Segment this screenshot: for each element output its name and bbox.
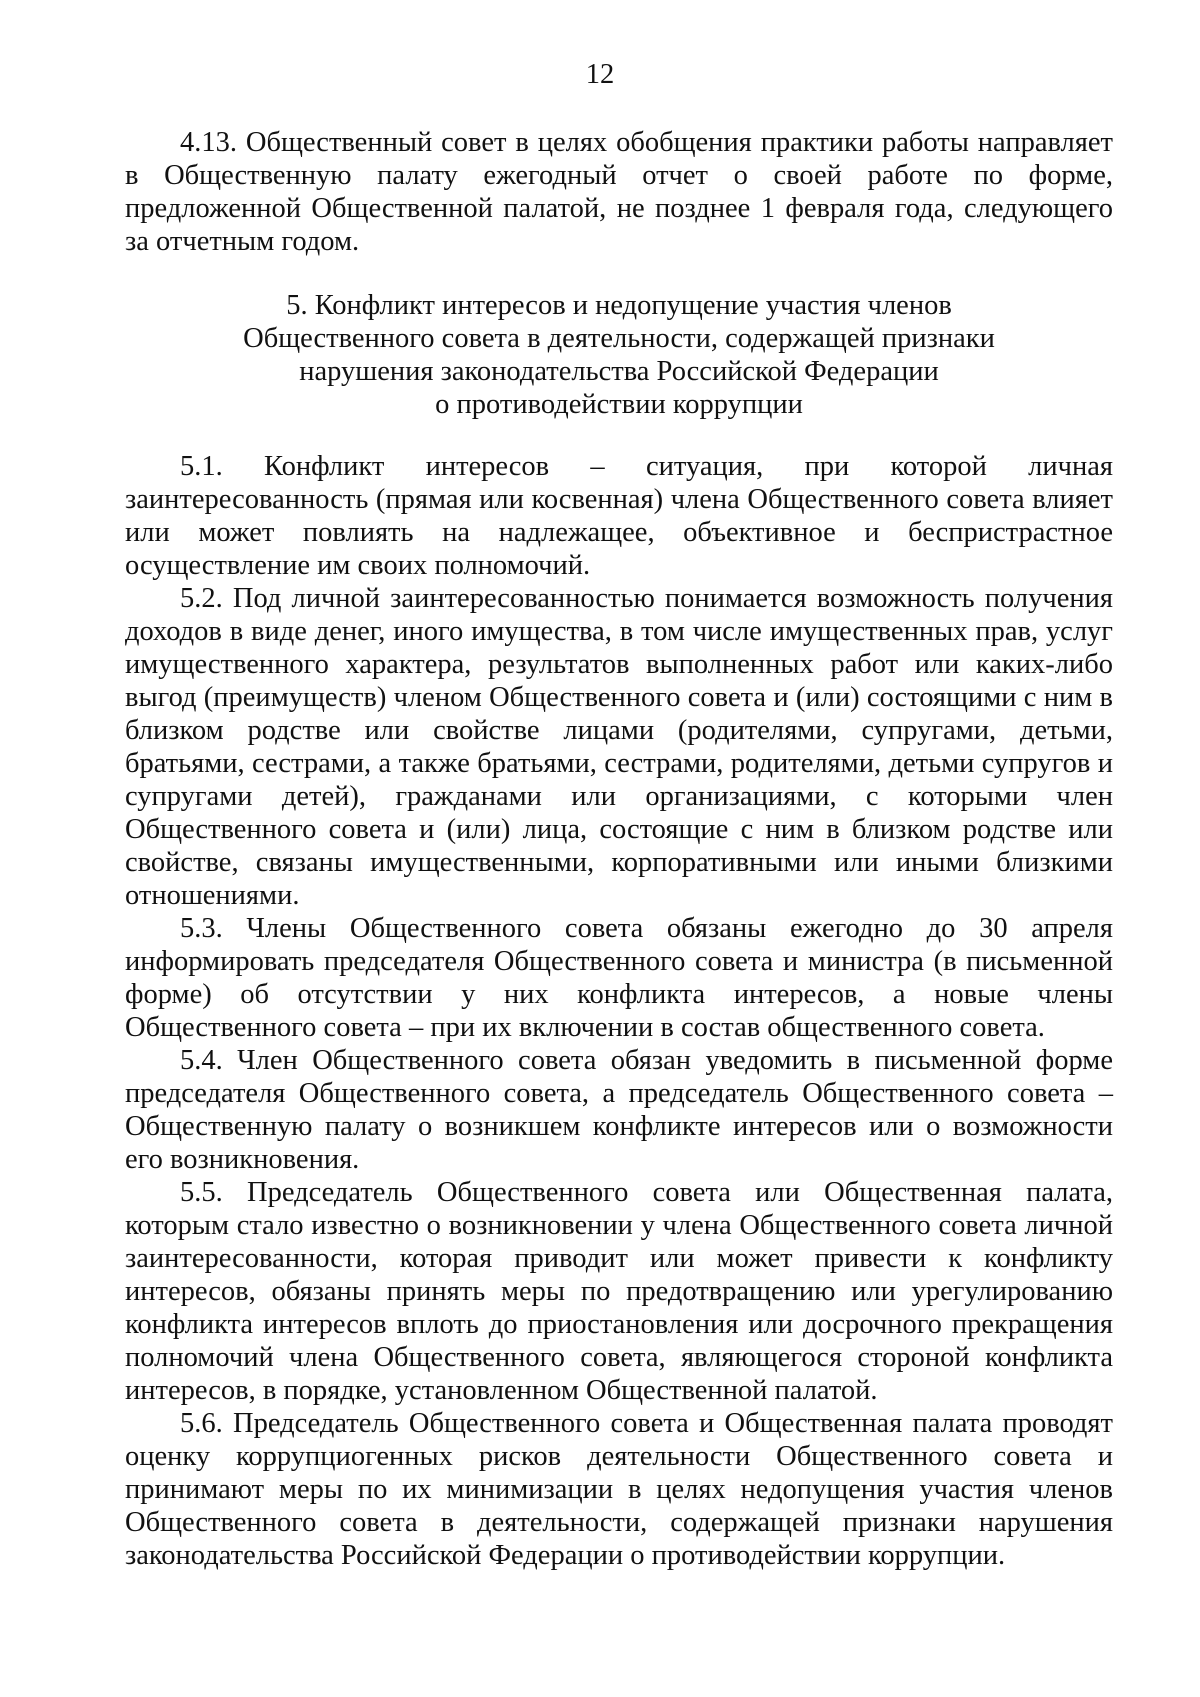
section-5-heading [125,289,1113,421]
paragraph-5-5: 5.5. Председатель Общественного совета или Общественная палата, которым стало известно о возникновении у члена Общественного совета личной заинтересованности, которая приводит или может привести к конфликту интересов, обязаны принять меры по предотвращению или урегулированию конфликта интересов вплоть до приостановления или досрочного прекращения полномочий члена Общественного совета, являющегося стороной конфликта интересов, в порядке, установленном Общественной палатой. [125,1177,1113,1406]
paragraph-5-3: 5.3. Члены Общественного совета обязаны ежегодно до 30 апреля информировать председателя Общественного совета и министра (в письменной форме) об отсутствии у них конфликта интересов, а новые члены Общественного совета – при их включении в состав общественного совета. [125,913,1113,1043]
paragraph-4-13: 4.13. Общественный совет в целях обобщения практики работы направляет в Общественную палату ежегодный отчет о своей работе по форме, предложенной Общественной палатой, не позднее 1 февраля года, следующего за отчетным годом. [125,127,1113,257]
section-heading-line: о противодействии коррупции [435,389,803,420]
paragraph-5-4: 5.4. Член Общественного совета обязан уведомить в письменной форме председателя Общественного совета, а председатель Общественного совета – Общественную палату о возникшем конфликте интересов или о возможности его возникновения. [125,1045,1113,1175]
section-heading-line: 5. Конфликт интересов и недопущение участия членов [286,290,952,321]
paragraph-5-2: 5.2. Под личной заинтересованностью понимается возможность получения доходов в виде денег, иного имущества, в том числе имущественных прав, услуг имущественного характера, результатов выполненных работ или каких-либо выгод (преимуществ) членом Общественного совета и (или) состоящими с ним в близком родстве или свойстве лицами (родителями, супругами, детьми, братьями, сестрами, а также братьями, сестрами, родителями, детьми супругов и супругами детей), гражданами или организациями, с которыми член Общественного совета и (или) лица, состоящие с ним в близком родстве или свойстве, связаны имущественными, корпоративными или иными близкими отношениями. [125,583,1113,911]
document-body [125,126,1113,1572]
section-heading-line: Общественного совета в деятельности, содержащей признаки [243,323,995,354]
page-number: 12 [585,59,615,90]
paragraph-5-1: 5.1. Конфликт интересов – ситуация, при которой личная заинтересованность (прямая или косвенная) члена Общественного совета влияет или может повлиять на надлежащее, объективное и беспристрастное осуществление им своих полномочий. [125,451,1113,581]
paragraph-5-6: 5.6. Председатель Общественного совета и Общественная палата проводят оценку коррупциогенных рисков деятельности Общественного совета и принимают меры по их минимизации в целях недопущения участия членов Общественного совета в деятельности, содержащей признаки нарушения законодательства Российской Федерации о противодействии коррупции. [125,1408,1113,1571]
section-heading-line: нарушения законодательства Российской Федерации [299,356,939,387]
